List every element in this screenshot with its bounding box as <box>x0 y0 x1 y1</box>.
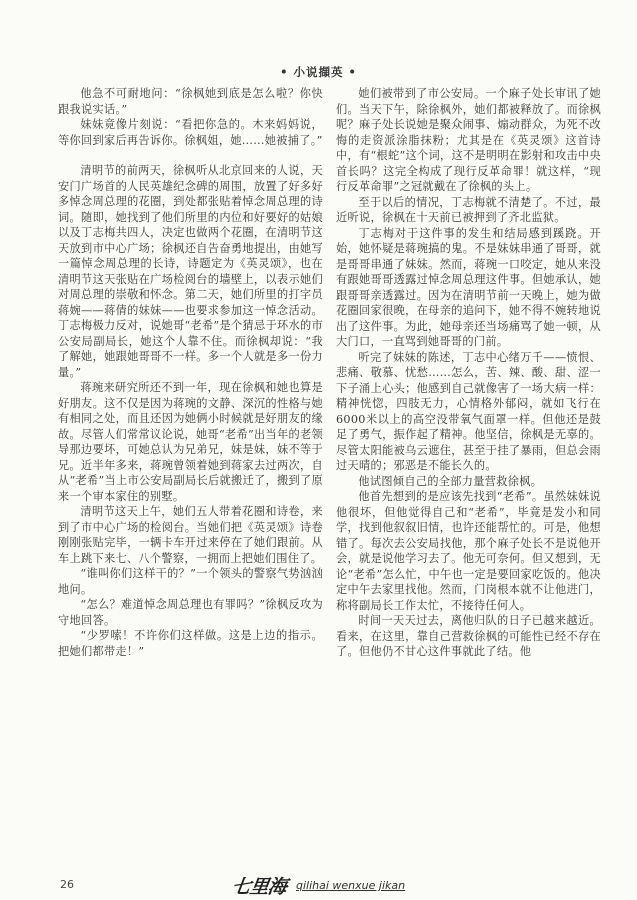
journal-logo-latin: qilihai wenxue jikan <box>296 879 406 892</box>
paragraph: 他首先想到的是应该先找到“老希”。虽然妹妹说他很坏，但他觉得自己和“老希”，毕竟是发小和同学，找到他叙叙旧情，也许还能帮忙的。可是，他想错了。每次去公安局找他，那个麻子处长不是说他开会，就是说他学习去了。他无可奈何。但又想到，无论“老希”怎么忙，中午也一定是要回家吃饭的。他决定中午去家里找他。然而，门岗根本就不让他进门，称将副局长工作太忙，不接待任何人。 <box>336 490 601 612</box>
page-footer <box>0 876 637 898</box>
paragraph: 时间一天天过去，离他归队的日子已越来越近。看来，在这里，靠自己营救徐枫的可能性已经不存在了。但他仍不甘心这件事就此了结。他 <box>336 614 601 658</box>
paragraph: “少罗嗦！不许你们这样做。这是上边的指示。把她们都带走！” <box>58 629 323 658</box>
page-number: 26 <box>60 878 74 891</box>
paragraph: 蒋琬来研究所还不到一年，现在徐枫和她也算是好朋友。这不仅是因为蒋琬的文静、深沉的性格与她有相同之处，而且还因为她俩小时候就是好朋友的缘故。尽管人们常常议论说，她哥“老希”出当年的老领导那边要坏，可她总认为兄弟兄，妹是妹，妹不等于兄。近半年多来，蒋琬曾领着她到蒋家去过两次，自从“老希”当上市公安局副局长后就搬迁了，搬到了原来一个审本家住的别墅。 <box>58 381 323 503</box>
section-header: • 小说擷英 • <box>280 65 357 79</box>
paragraph: 她们被带到了市公安局。一个麻子处长审讯了她们。当天下午，除徐枫外，她们都被释放了。而徐枫呢？麻子处长说她是聚众闹事、煽动群众，为死不改悔的走资派涂脂抹粉；尤其是在《英灵颂》这首诗中，有“根蛇”这个词，这不是明明在影射和攻击中央首长吗？这完全构成了现行反革命罪！就这样，“现行反革命罪”之冠就戴在了徐枫的头上。 <box>336 87 601 193</box>
paragraph: 听完了妹妹的陈述，丁志中心绪万千——愤恨、悲痛、敬慕、忧愁……怎么，苦、辣、酸、甜、涩一下子涌上心头；他感到自己就像害了一场大病一样：精神恍惚，四肢无力，心情格外郁闷，就如飞行在6000米以上的高空没带氧气面罩一样。但他还是鼓足了勇气，振作起了精神。他坚信，徐枫是无辜的。尽管太阳能被乌云遮住，甚至于挂了暴雨，但总会雨过天晴的；邪恶是不能长久的。 <box>336 350 601 472</box>
paragraph: “怎么？难道悼念周总理也有罪吗？”徐枫反攻为守地回答。 <box>58 598 323 627</box>
journal-logo: 七里海 <box>230 876 288 898</box>
paragraph: 清明节的前两天，徐枫听从北京回来的人说，天安门广场首的人民英雄纪念碑的周围，放置了好多好多悼念周总理的花圈，到处都张贴着悼念周总理的诗词。随即，她找到了他们所里的内位和好要好的姑娘以及丁志梅共四人，决定也做两个花圈，在清明节这天放到市中心广场；徐枫还自告奋勇地提出，由她写一篇悼念周总理的长诗，诗题定为《英灵颂》，也在清明节这天张贴在广场检阅台的墙壁上，以表示她们对周总理的崇敬和怀念。第二天，她们所里的打字员蒋婉——蒋倩的妹妹——也要求参加这一悼念活动。丁志梅极力反对，说她哥“老希”是个猜忌于环水的市公安局副局长，她这个人靠不住。而徐枫却说：“我了解她，她跟她哥哥不一样。多一个人就是多一份力量。” <box>58 164 323 379</box>
paragraph: “谁叫你们这样干的？”一个领头的警察气势汹汹地问。 <box>58 567 323 596</box>
paragraph: 丁志梅对于这件事的发生和结局感到蹊跷。开始，她怀疑是蒋琬搞的鬼。不是妹妹串通了哥哥，就是哥哥串通了妹妹。然而，蒋琬一口咬定，她从来没有跟她哥哥透露过悼念周总理这件事。但她承认，她跟哥哥亲透露过。因为在清明节前一天晚上，她为做花圈回家很晚，在母亲的追问下，她不得不婉转地说出了这件事。为此，她母亲还当场痛骂了她一顿，从大门口，一直骂到她哥哥的门前。 <box>336 226 601 348</box>
paragraph: 至于以后的情况，丁志梅就不清楚了。不过，最近听说，徐枫在十天前已被押到了齐北监狱。 <box>336 195 601 224</box>
paragraph: 妹妹竟像片刻说：“看把你急的。木来妈妈说，等你回到家后再告诉你。徐枫姐，她……她被捕了。” <box>58 118 323 147</box>
paragraph: 他试图倾自己的全部力量营救徐枫。 <box>358 474 543 488</box>
paragraph: 清明节这天上午，她们五人带着花圈和诗卷，来到了市中心广场的检阅台。当她们把《英灵颂》诗卷刚刚张贴完毕，一辆卡车开过来停在了她们跟前。从车上跳下来七、八个警察，一拥而上把她们围住了。 <box>58 505 323 565</box>
right-column <box>336 86 601 660</box>
paragraph: 他急不可耐地问：“徐枫她到底是怎么啦？你快跟我说实话。” <box>58 87 323 116</box>
left-column <box>58 86 323 659</box>
